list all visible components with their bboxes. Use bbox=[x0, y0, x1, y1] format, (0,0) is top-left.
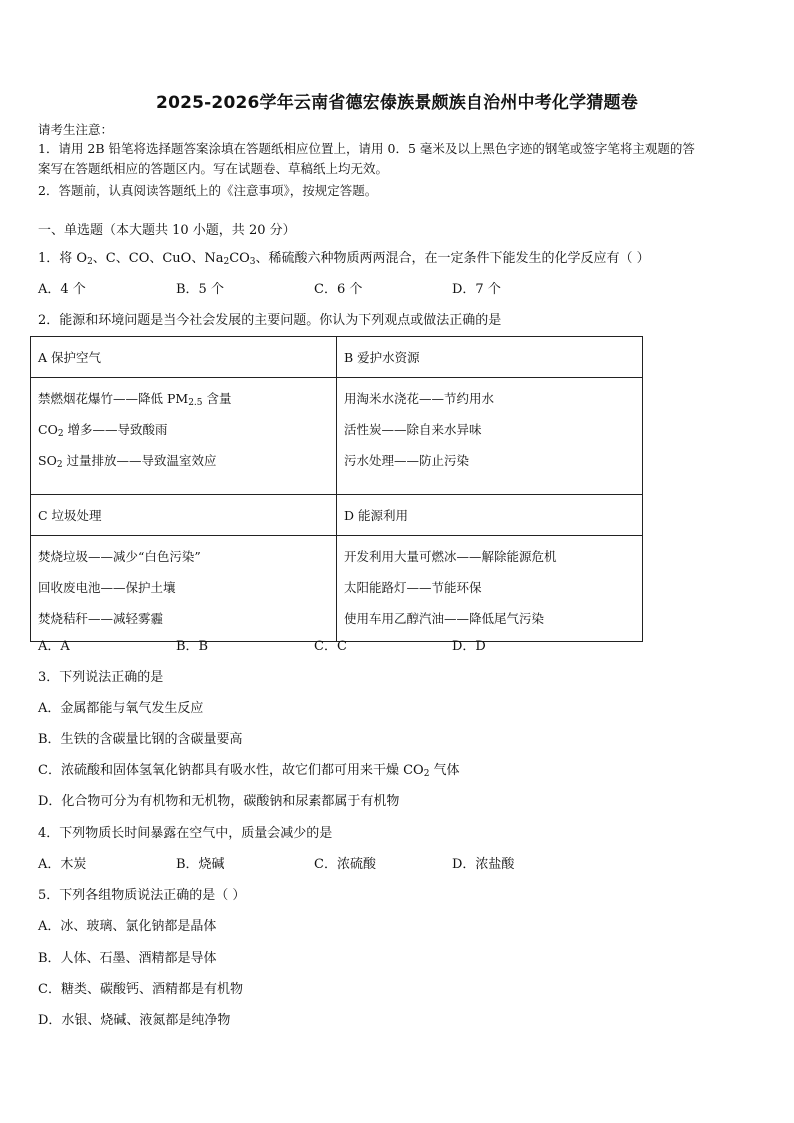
table-cell-c-line-3: 焚烧秸秆——减轻雾霾 bbox=[38, 611, 164, 626]
question-4-option-b[interactable]: B．烧碱 bbox=[176, 857, 225, 872]
question-2-option-a[interactable]: A．A bbox=[38, 639, 70, 654]
table-cell-a-line-2: $CO_2$ 增多——导致酸雨 bbox=[38, 422, 168, 439]
table-header-a: A 保护空气 bbox=[31, 337, 337, 378]
question-4-option-d[interactable]: D．浓盐酸 bbox=[452, 857, 515, 872]
table-cell-a-line-1: 禁燃烟花爆竹——降低 $PM_{2.5}$ 含量 bbox=[38, 391, 232, 408]
notice-item-1-line-2: 案写在答题纸相应的答题区内。写在试题卷、草稿纸上均无效。 bbox=[38, 161, 389, 176]
table-header-b: B 爱护水资源 bbox=[337, 337, 643, 378]
table-cell-a-line-3: $SO_2$ 过量排放——导致温室效应 bbox=[38, 453, 217, 470]
table-header-c: C 垃圾处理 bbox=[31, 495, 337, 536]
question-1-option-a[interactable]: A．4 个 bbox=[38, 282, 86, 297]
table-cell-b-line-2: 活性炭——除自来水异味 bbox=[344, 422, 482, 437]
question-5-option-d[interactable]: D．水银、烧碱、液氮都是纯净物 bbox=[38, 1013, 231, 1028]
table-cell-b bbox=[337, 378, 643, 495]
table-cell-d bbox=[337, 536, 643, 642]
question-3-option-a[interactable]: A．金属都能与氧气发生反应 bbox=[38, 701, 204, 716]
question-4-stem: 4．下列物质长时间暴露在空气中，质量会减少的是 bbox=[38, 826, 333, 841]
table-cell-d-line-3: 使用车用乙醇汽油——降低尾气污染 bbox=[344, 611, 545, 626]
table-cell-c bbox=[31, 536, 337, 642]
table-cell-a bbox=[31, 378, 337, 495]
question-5-option-a[interactable]: A．冰、玻璃、氯化钠都是晶体 bbox=[38, 919, 217, 934]
question-3-option-b[interactable]: B．生铁的含碳量比钢的含碳量要高 bbox=[38, 732, 243, 747]
notice-item-2: 2．答题前，认真阅读答题纸上的《注意事项》，按规定答题。 bbox=[38, 183, 378, 198]
question-1-stem: 1．将 $O_2$、C、CO、CuO、$Na_2CO_3$、稀硫酸六种物质两两混合，在一定条件下能发生的化学反应有（ ） bbox=[38, 251, 650, 267]
question-1-option-d[interactable]: D．7 个 bbox=[452, 282, 501, 297]
question-5-stem: 5．下列各组物质说法正确的是（ ） bbox=[38, 888, 246, 903]
question-2-table bbox=[30, 336, 643, 642]
table-cell-c-line-1: 焚烧垃圾——减少“白色污染” bbox=[38, 549, 201, 564]
page-title: 2025-2026学年云南省德宏傣族景颇族自治州中考化学猜题卷 bbox=[156, 93, 638, 113]
question-1-option-b[interactable]: B．5 个 bbox=[176, 282, 224, 297]
table-cell-d-line-1: 开发利用大量可燃冰——解除能源危机 bbox=[344, 549, 557, 564]
section-heading: 一、单选题（本大题共 10 小题，共 20 分） bbox=[38, 223, 296, 238]
notice-heading: 请考生注意： bbox=[38, 122, 114, 137]
notice-item-1-line-1: 1．请用 2B 铅笔将选择题答案涂填在答题纸相应位置上，请用 0．5 毫米及以上黑色字迹的钢笔或签字笔将主观题的答 bbox=[38, 141, 695, 156]
question-1-option-c[interactable]: C．6 个 bbox=[314, 282, 363, 297]
question-3-option-d[interactable]: D．化合物可分为有机物和无机物，碳酸钠和尿素都属于有机物 bbox=[38, 794, 400, 809]
question-2-option-b[interactable]: B．B bbox=[176, 639, 209, 654]
table-cell-b-line-3: 污水处理——防止污染 bbox=[344, 453, 470, 468]
table-cell-c-line-2: 回收废电池——保护土壤 bbox=[38, 580, 176, 595]
table-header-d: D 能源利用 bbox=[337, 495, 643, 536]
question-2-option-c[interactable]: C．C bbox=[314, 639, 347, 654]
question-3-stem: 3．下列说法正确的是 bbox=[38, 670, 164, 685]
question-4-option-a[interactable]: A．木炭 bbox=[38, 857, 87, 872]
table-cell-d-line-2: 太阳能路灯——节能环保 bbox=[344, 580, 482, 595]
question-5-option-b[interactable]: B．人体、石墨、酒精都是导体 bbox=[38, 951, 217, 966]
table-cell-b-line-1: 用淘米水浇花——节约用水 bbox=[344, 391, 495, 406]
question-4-option-c[interactable]: C．浓硫酸 bbox=[314, 857, 376, 872]
question-2-stem: 2．能源和环境问题是当今社会发展的主要问题。你认为下列观点或做法正确的是 bbox=[38, 313, 502, 328]
question-5-option-c[interactable]: C．糖类、碳酸钙、酒精都是有机物 bbox=[38, 982, 243, 997]
question-3-option-c[interactable]: C．浓硫酸和固体氢氧化钠都具有吸水性，故它们都可用来干燥 $CO_2$ 气体 bbox=[38, 763, 460, 779]
question-2-option-d[interactable]: D．D bbox=[452, 639, 486, 654]
